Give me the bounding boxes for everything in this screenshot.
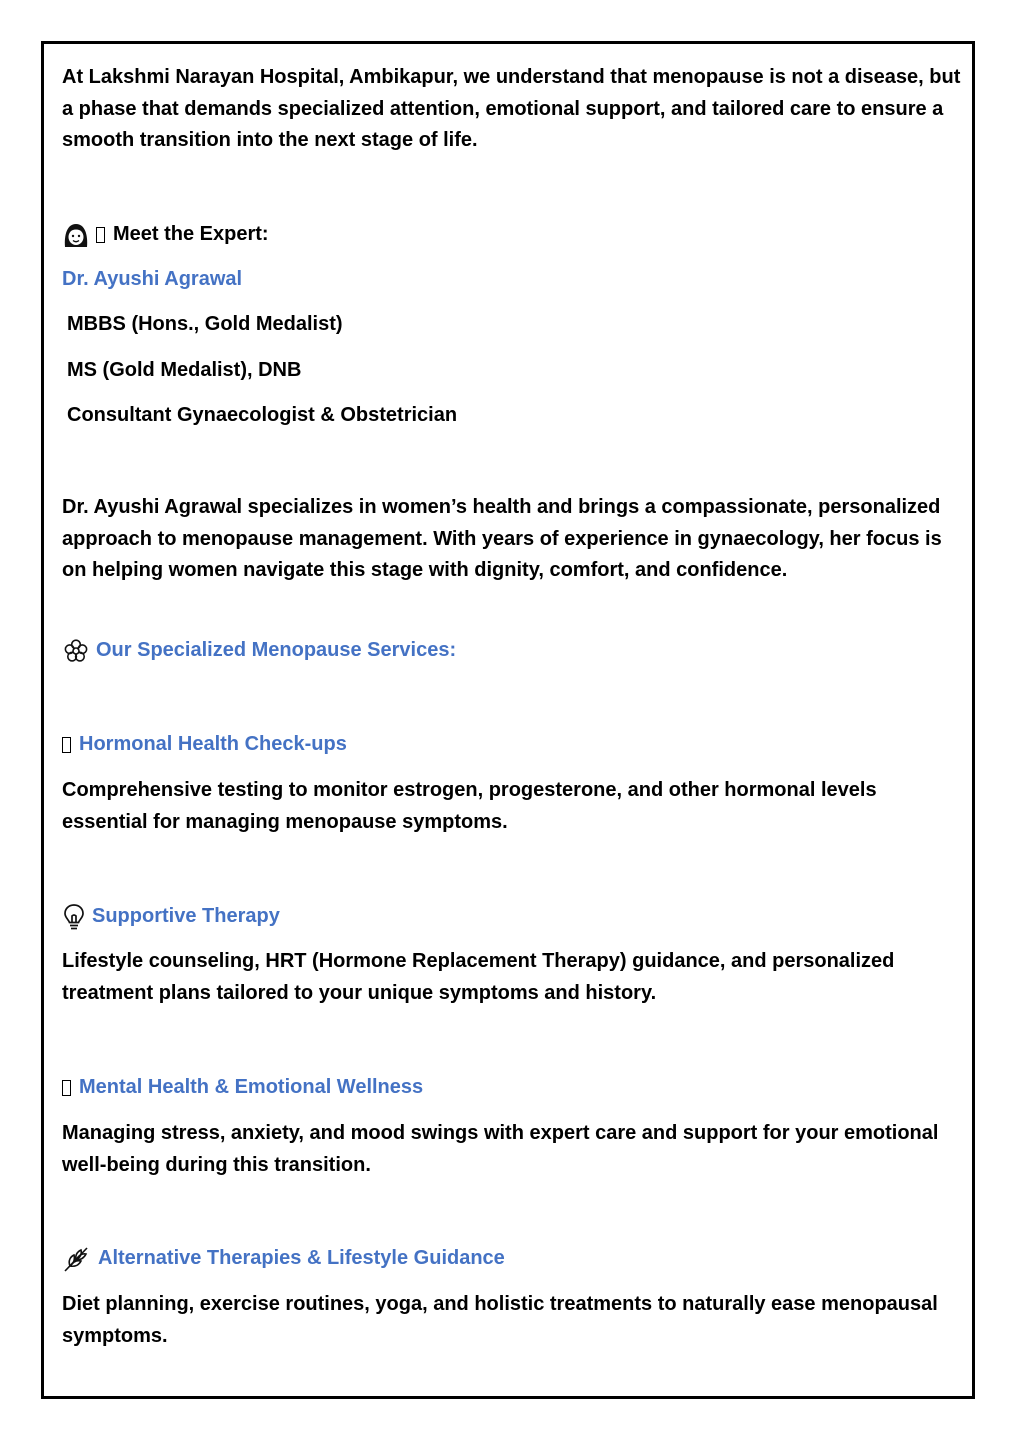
missing-glyph-icon — [62, 737, 71, 753]
lightbulb-icon — [62, 903, 86, 931]
service-title-label: Hormonal Health Check-ups — [79, 733, 347, 755]
expert-heading-label: Meet the Expert: — [113, 223, 269, 245]
service-title-label: Supportive Therapy — [92, 905, 280, 927]
service-title — [62, 1072, 967, 1104]
service-title — [62, 729, 967, 761]
expert-qualification: MS (Gold Medalist), DNB — [67, 359, 302, 381]
expert-name: Dr. Ayushi Agrawal — [62, 268, 243, 290]
missing-glyph-icon — [62, 1080, 71, 1096]
expert-role: Consultant Gynaecologist & Obstetrician — [67, 404, 458, 426]
service-title-label: Mental Health & Emotional Wellness — [79, 1076, 424, 1098]
services-heading-label: Our Specialized Menopause Services: — [96, 639, 457, 661]
services-heading — [62, 635, 967, 667]
service-title — [62, 1243, 967, 1275]
herb-leaf-icon — [62, 1245, 92, 1273]
woman-doctor-icon — [62, 221, 90, 249]
service-title — [62, 901, 967, 933]
service-description: Managing stress, anxiety, and mood swings with expert care and support for your emotional well-being during this transition. — [62, 1122, 939, 1176]
expert-bio: Dr. Ayushi Agrawal specializes in women’s health and brings a compassionate, personalized approach to menopause management. With years of experience in gynaecology, her focus is on helping women navigate this stage with dignity, comfort, and confidence. — [62, 496, 942, 581]
service-description: Comprehensive testing to monitor estrogen, progesterone, and other hormonal levels essential for managing menopause symptoms. — [62, 779, 877, 833]
intro-paragraph: At Lakshmi Narayan Hospital, Ambikapur, we understand that menopause is not a disease, but a phase that demands specialized attention, emotional support, and tailored care to ensure a smooth transition into the next stage of life. — [62, 66, 961, 151]
flower-icon — [62, 637, 90, 665]
missing-glyph-icon — [96, 227, 105, 243]
expert-heading — [62, 219, 967, 251]
service-description: Lifestyle counseling, HRT (Hormone Replacement Therapy) guidance, and personalized treatment plans tailored to your unique symptoms and history. — [62, 950, 895, 1004]
service-title-label: Alternative Therapies & Lifestyle Guidance — [98, 1247, 505, 1269]
service-description: Diet planning, exercise routines, yoga, and holistic treatments to naturally ease menopausal symptoms. — [62, 1293, 938, 1347]
expert-qualification: MBBS (Hons., Gold Medalist) — [67, 313, 343, 335]
